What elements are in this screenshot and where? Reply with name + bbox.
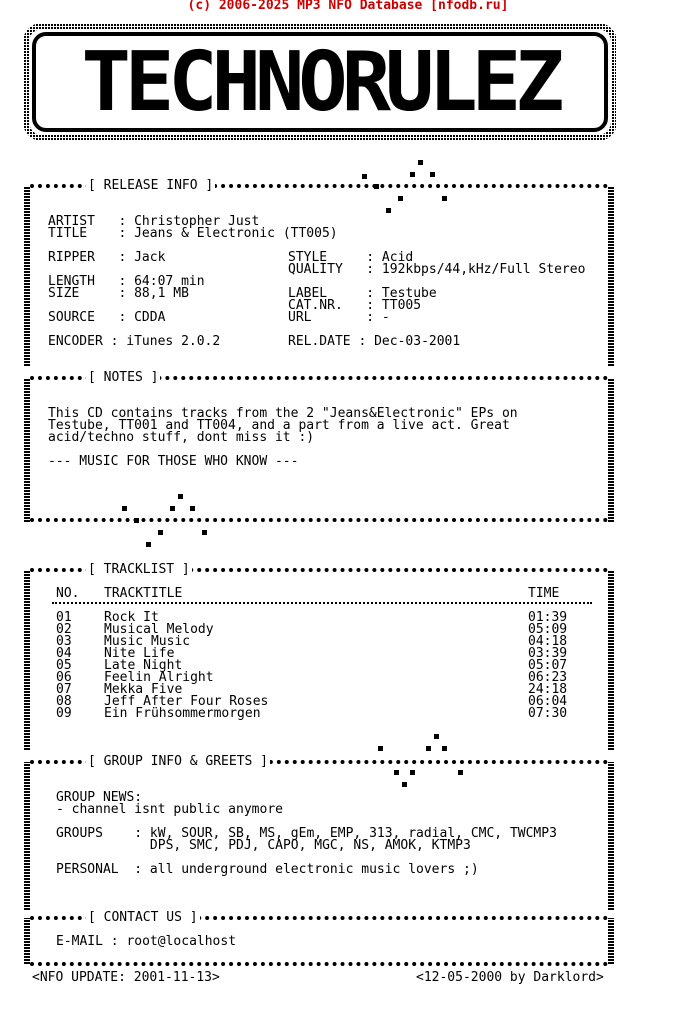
group-text: GROUP NEWS: - channel isnt public anymore GROUPS : kW, SOUR, SB, MS, gEm, EMP, 313, radial, CMC, TWCMP3 DPS, SMC, PDJ, CAPO, MGC, NS, AMOK, KTMP3 PERSONAL : all underground electronic music lovers ;): [56, 790, 557, 877]
section-contact: [ CONTACT US ]: [88, 910, 198, 925]
track-no: 07: [56, 682, 72, 697]
artist-value: Christopher Just: [134, 214, 260, 229]
track-title: Ein Frühsommermorgen: [104, 706, 261, 721]
notes-text: This CD contains tracks from the 2 "Jeans&Electronic" EPs on Testube, TT001 and TT004, and a part from a live act. Great acid/techno stuff, dont miss it :) --- MUSIC FOR THOSE WHO KNOW ---: [48, 406, 518, 469]
track-no: 05: [56, 658, 72, 673]
track-no: 01: [56, 610, 72, 625]
track-time: 05:09: [528, 622, 568, 637]
track-time: 07:30: [528, 706, 568, 721]
track-no: 06: [56, 670, 72, 685]
track-time: 05:07: [528, 658, 568, 673]
frame-left: [24, 186, 30, 366]
reldate-value: Dec-03-2001: [374, 334, 461, 349]
release-left-col: ARTIST : Christopher Just TITLE : Jeans & Electronic (TT005) RIPPER : Jack LENGTH : 64:07 min SIZE : 88,1 MB SOURCE : CDDA ENCODER : iTunes 2.0.2: [48, 214, 338, 349]
section-tracklist: [ TRACKLIST ]: [88, 562, 190, 577]
track-time: 01:39: [528, 610, 568, 625]
col-time-header: TIME: [528, 586, 560, 601]
ripper-value: Jack: [134, 250, 166, 265]
frame-right: [608, 378, 614, 522]
frame-right: [608, 186, 614, 366]
track-title: Nite Life: [104, 646, 175, 661]
track-time: 06:04: [528, 694, 568, 709]
track-title: Jeff After Four Roses: [104, 694, 269, 709]
frame-left: [24, 918, 30, 964]
encoder-value: iTunes 2.0.2: [126, 334, 221, 349]
track-title: Rock It: [104, 610, 159, 625]
url-value: -: [381, 310, 390, 325]
length-value: 64:07 min: [134, 274, 205, 289]
credit-line: (c) 2006-2025 MP3 NFO Database [nfodb.ru]: [187, 0, 509, 13]
style-value: Acid: [381, 250, 414, 265]
logo-text: TECHNORULEZ: [81, 35, 559, 130]
track-time: 03:39: [528, 646, 568, 661]
track-time: 06:23: [528, 670, 568, 685]
track-no: 09: [56, 706, 72, 721]
frame-right: [608, 570, 614, 750]
track-no: 02: [56, 622, 72, 637]
track-title: Late Night: [104, 658, 183, 673]
track-no: 03: [56, 634, 72, 649]
frame-left: [24, 378, 30, 522]
title-value: Jeans & Electronic (TT005): [134, 226, 338, 241]
footer-right: <12-05-2000 by Darklord>: [416, 970, 604, 985]
track-title: Feelin Alright: [104, 670, 214, 685]
track-no: 08: [56, 694, 72, 709]
size-value: 88,1 MB: [134, 286, 189, 301]
frame-right: [608, 918, 614, 964]
source-value: CDDA: [134, 310, 166, 325]
divider-bottom-notes: [30, 518, 608, 526]
tracklist-underline: [52, 602, 592, 608]
label-value: Testube: [381, 286, 437, 301]
frame-left: [24, 762, 30, 910]
track-title: Mekka Five: [104, 682, 183, 697]
divider-bottom: [30, 962, 608, 970]
col-title-header: TRACKTITLE: [104, 586, 183, 601]
frame-right: [608, 762, 614, 910]
footer-left: <NFO UPDATE: 2001-11-13>: [32, 970, 220, 985]
section-group-info: [ GROUP INFO & GREETS ]: [88, 754, 269, 769]
quality-value: 192kbps/44,kHz/Full Stereo: [381, 262, 586, 277]
section-notes: [ NOTES ]: [88, 370, 159, 385]
track-no: 04: [56, 646, 72, 661]
track-title: Music Music: [104, 634, 191, 649]
track-time: 24:18: [528, 682, 568, 697]
frame-left: [24, 570, 30, 750]
email-link[interactable]: root@localhost: [126, 934, 237, 949]
catnr-value: TT005: [381, 298, 422, 313]
contact-text: E-MAIL : root@localhost: [56, 934, 237, 949]
track-time: 04:18: [528, 634, 568, 649]
col-no-header: NO.: [56, 586, 80, 601]
release-right-col: STYLE : Acid QUALITY : 192kbps/44,kHz/Full Stereo LABEL : Testube CAT.NR. : TT005 URL : - REL.DATE : Dec-03-2001: [288, 250, 586, 349]
track-title: Musical Melody: [104, 622, 214, 637]
technorulez-logo: [24, 24, 616, 140]
section-release-info: [ RELEASE INFO ]: [88, 178, 214, 193]
